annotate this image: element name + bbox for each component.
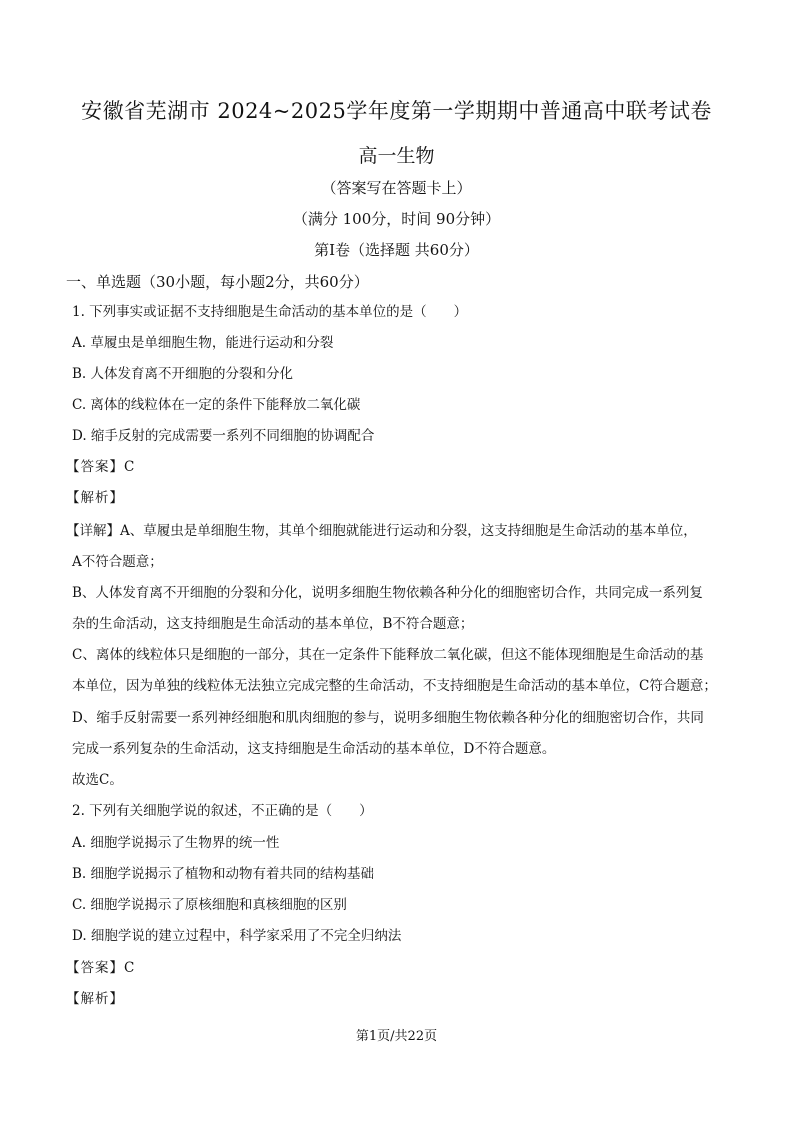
q1-option-b: B. 人体发育离不开细胞的分裂和分化	[72, 366, 294, 382]
q1-conclusion: 故选C。	[72, 772, 123, 788]
q1-answer: 【答案】C	[66, 459, 136, 475]
q2-option-a: A. 细胞学说揭示了生物界的统一性	[72, 835, 280, 851]
q1-detail-line: B、人体发育离不开细胞的分裂和分化，说明多细胞生物依赖各种分化的细胞密切合作，共同完成一系列复	[72, 585, 703, 601]
q1-stem: 1. 下列事实或证据不支持细胞是生命活动的基本单位的是（ ）	[72, 304, 468, 320]
q2-answer: 【答案】C	[66, 960, 136, 976]
q2-option-d: D. 细胞学说的建立过程中，科学家采用了不完全归纳法	[72, 928, 402, 944]
q1-detail-line: 完成一系列复杂的生命活动，这支持细胞是生命活动的基本单位，D不符合题意。	[72, 741, 556, 757]
volume-heading: 第Ⅰ卷（选择题 共60分）	[314, 241, 479, 259]
page-footer: 第1页/共22页	[355, 1029, 438, 1044]
q2-analysis-tag: 【解析】	[66, 991, 124, 1007]
subject-title: 高一生物	[358, 145, 435, 167]
q1-detail-line: C、离体的线粒体只是细胞的一部分，其在一定条件下能释放二氧化碳，但这不能体现细胞是生命活动的基	[72, 647, 704, 663]
answer-note: （答案写在答题卡上）	[321, 179, 472, 197]
section-heading: 一、单选题（30小题，每小题2分，共60分）	[66, 273, 369, 291]
q2-option-b: B. 细胞学说揭示了植物和动物有着共同的结构基础	[72, 866, 375, 882]
q1-detail-line: A不符合题意；	[72, 554, 163, 570]
q1-detail-line: 【详解】A、草履虫是单细胞生物，其单个细胞就能进行运动和分裂，这支持细胞是生命活动的基本单位，	[66, 523, 697, 539]
q1-option-c: C. 离体的线粒体在一定的条件下能释放二氧化碳	[72, 397, 361, 413]
q2-option-c: C. 细胞学说揭示了原核细胞和真核细胞的区别	[72, 897, 347, 913]
exam-title: 安徽省芜湖市 2024~2025学年度第一学期期中普通高中联考试卷	[81, 99, 712, 123]
q1-detail-line: 杂的生命活动，这支持细胞是生命活动的基本单位，B不符合题意；	[72, 616, 474, 632]
q2-stem: 2. 下列有关细胞学说的叙述，不正确的是（ ）	[72, 803, 373, 819]
q1-option-d: D. 缩手反射的完成需要一系列不同细胞的协调配合	[72, 428, 375, 444]
q1-option-a: A. 草履虫是单细胞生物，能进行运动和分裂	[72, 335, 334, 351]
q1-detail-line: 本单位，因为单独的线粒体无法独立完成完整的生命活动，不支持细胞是生命活动的基本单位，C符合题意；	[72, 678, 717, 694]
q1-detail-line: D、缩手反射需要一系列神经细胞和肌肉细胞的参与，说明多细胞生物依赖各种分化的细胞密切合作，共同	[72, 710, 704, 726]
q1-analysis-tag: 【解析】	[66, 490, 124, 506]
score-time-note: （满分 100分，时间 90分钟）	[292, 210, 501, 228]
